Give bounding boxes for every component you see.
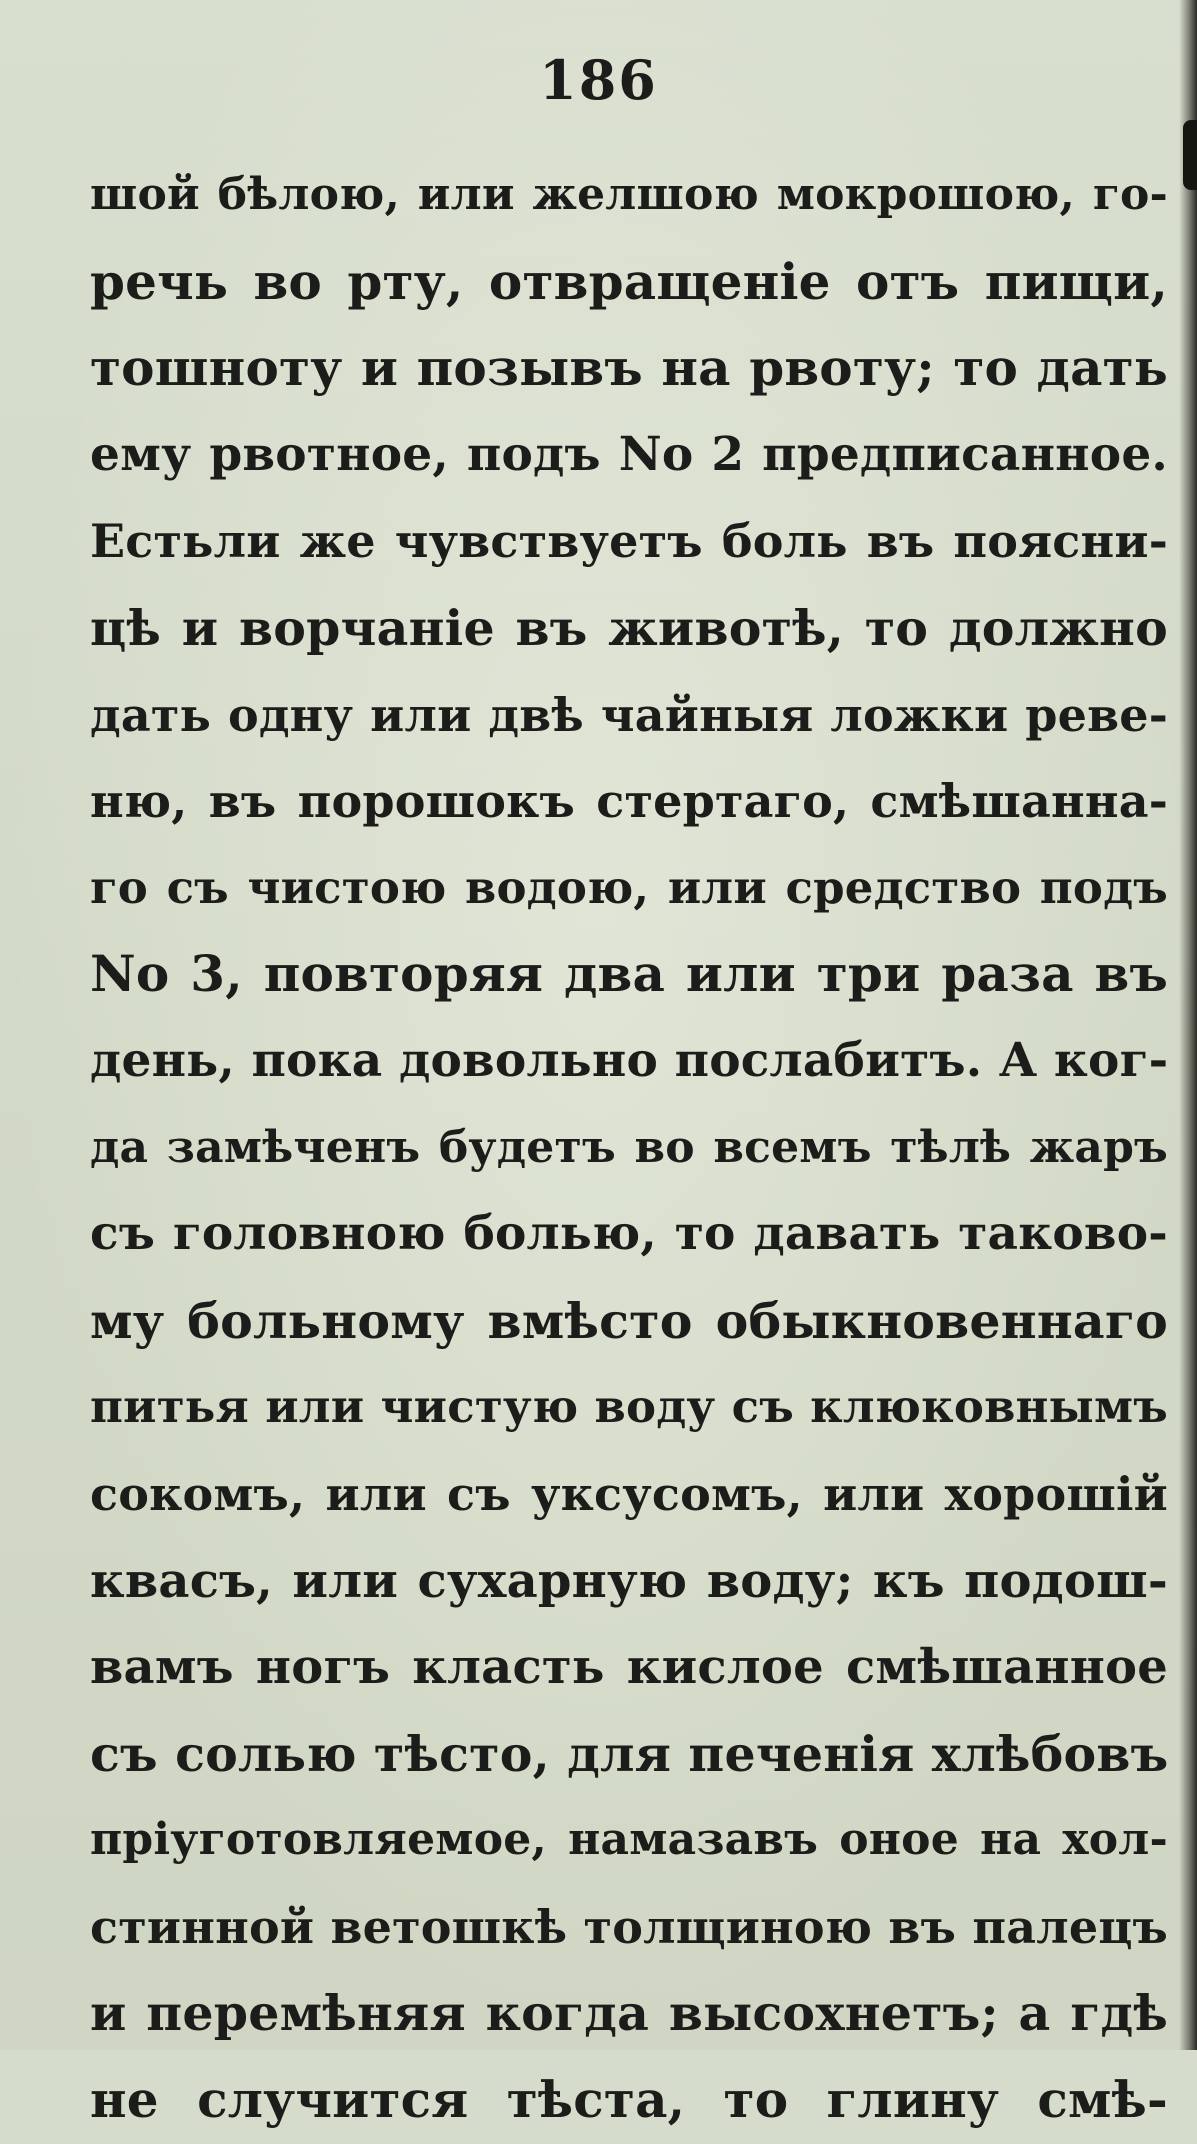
text-line-9: го съ чистою водою, или средство подъ: [90, 860, 1168, 914]
text-line-20: пріуготовляемое, намазавъ оное на хол-: [90, 1814, 1168, 1866]
text-line-3: тошноту и позывъ на рвоту; то дать: [90, 338, 1168, 398]
page-edge-shadow: [1179, 0, 1197, 2050]
text-line-1: шой бѣлою, или желшою мокрошою, го-: [90, 169, 1168, 220]
text-line-16: сокомъ, или съ уксусомъ, или хорошій: [90, 1466, 1168, 1521]
text-line-15: питья или чистую воду съ клюковнымъ: [90, 1380, 1168, 1434]
page-edge-mark: [1183, 120, 1197, 190]
text-line-4: ему рвотное, подъ No 2 предписанное.: [90, 426, 1168, 482]
text-line-14: му больному вмѣсто обыкновеннаго: [90, 1291, 1168, 1350]
page-number: 186: [539, 48, 658, 112]
text-line-17: квасъ, или сухарную воду; къ подош-: [90, 1552, 1168, 1609]
text-line-7: дать одну или двѣ чайныя ложки реве-: [90, 687, 1168, 742]
text-line-5: Естьли же чувствуетъ боль въ поясни-: [90, 514, 1168, 569]
text-line-19: съ солью тѣсто, для печенія хлѣбовъ: [90, 1724, 1169, 1783]
text-line-2: речь во рту, отвращеніе отъ пищи,: [90, 251, 1168, 311]
body-text: [90, 152, 1168, 2144]
text-line-13: съ головною болью, то давать таково-: [90, 1206, 1168, 1262]
text-line-18: вамъ ногъ класть кислое смѣшанное: [90, 1639, 1168, 1696]
text-line-6: цѣ и ворчаніе въ животѣ, то должно: [90, 598, 1168, 657]
text-line-21: стинной ветошкѣ толщиною въ палецъ: [90, 1899, 1168, 1954]
text-line-11: день, пока довольно послабитъ. А ког-: [90, 1032, 1169, 1088]
text-line-10: No 3, повторяя два или три раза въ: [90, 944, 1168, 1004]
text-line-8: ню, въ порошокъ стертаго, смѣшанна-: [90, 774, 1168, 829]
text-line-22: и перемѣняя когда высохнетъ; а гдѣ: [90, 1984, 1168, 2043]
text-line-12: да замѣченъ будетъ во всемъ тѣлѣ жаръ: [90, 1121, 1168, 1173]
text-line-23: не случится тѣста, то глину смѣ-: [90, 2070, 1168, 2130]
